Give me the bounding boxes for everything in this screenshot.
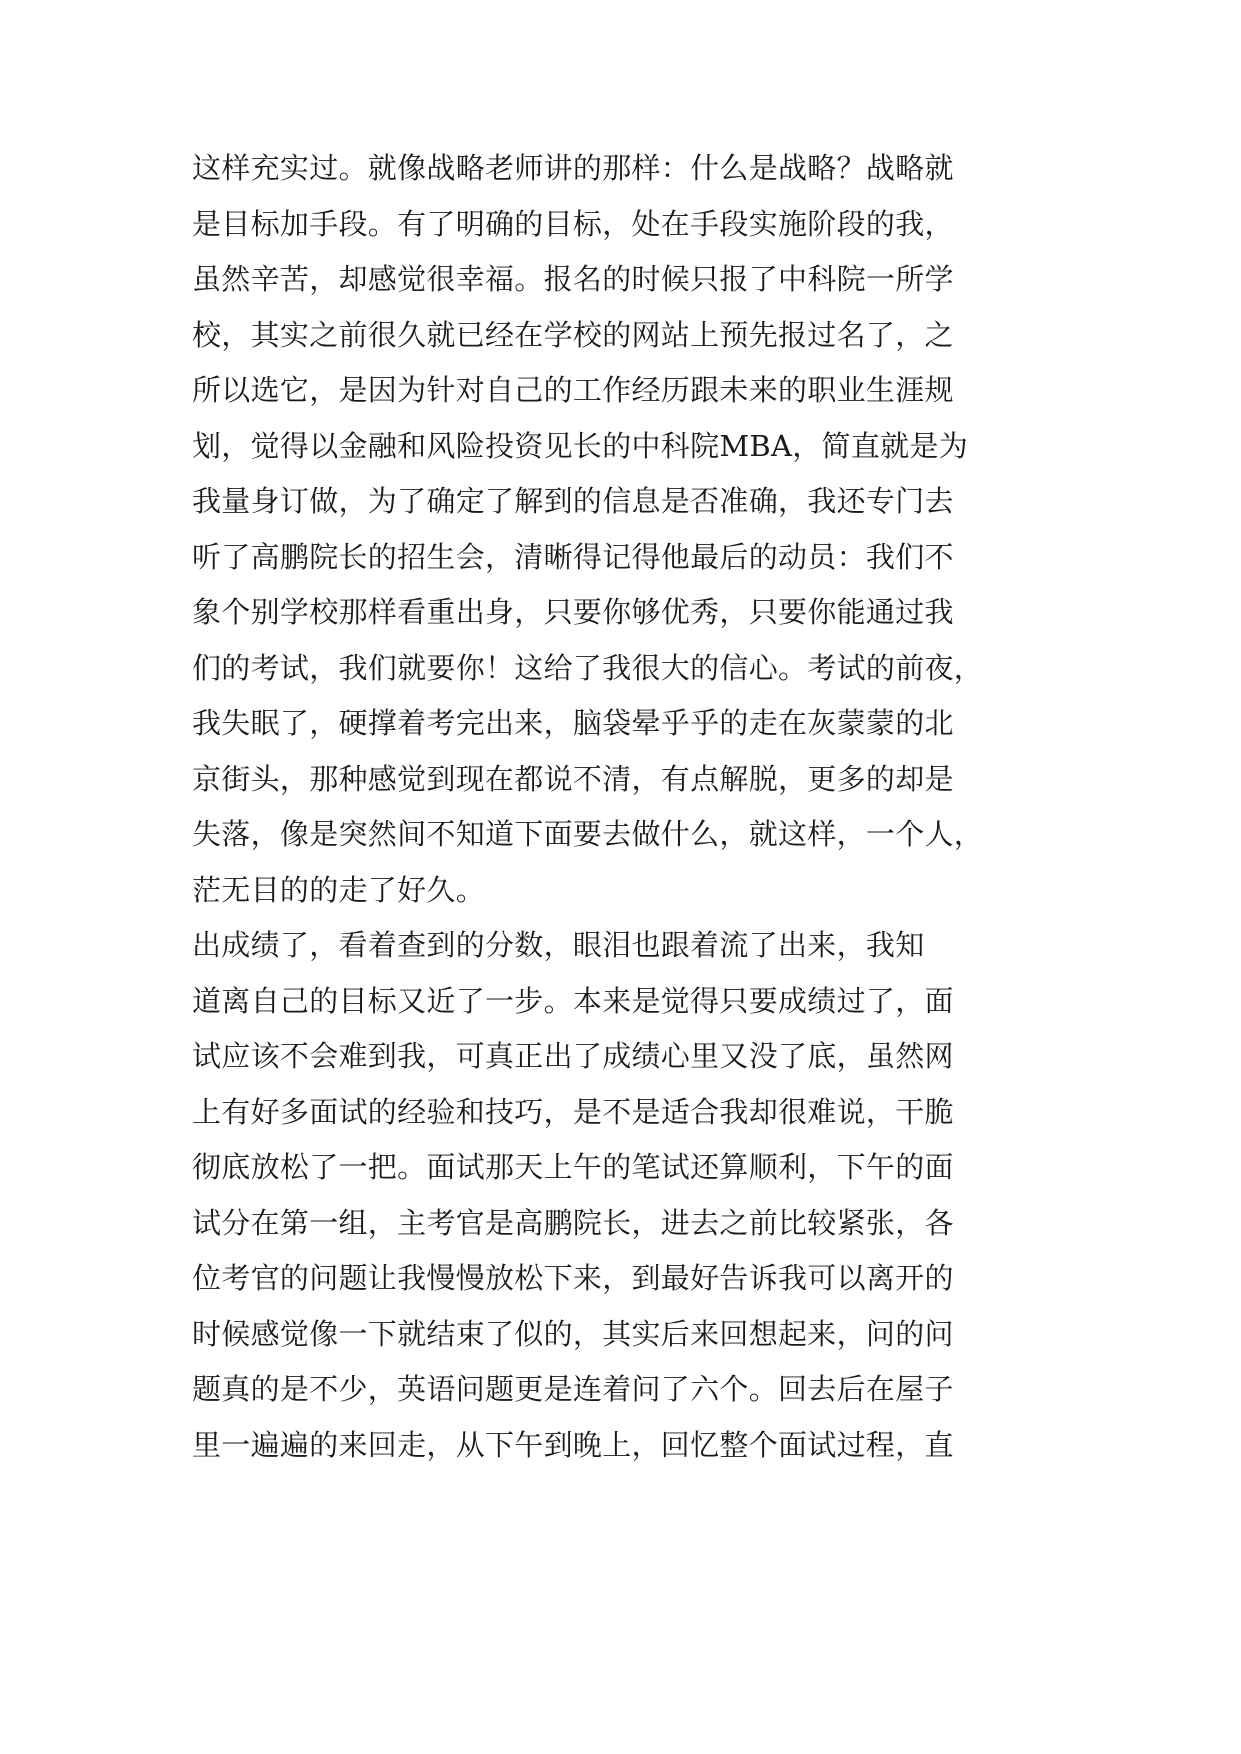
text-line: 校，其实之前很久就已经在学校的网站上预先报过名了，之 (192, 318, 954, 352)
text-line: 失落，像是突然间不知道下面要去做什么，就这样，一个人， (192, 817, 984, 851)
text-line: 位考官的问题让我慢慢放松下来，到最好告诉我可以离开的 (192, 1261, 954, 1295)
text-line: 里一遍遍的来回走，从下午到晚上，回忆整个面试过程，直 (192, 1428, 954, 1462)
text-line: 出成绩了，看着查到的分数，眼泪也跟着流了出来，我知 (192, 928, 925, 962)
text-line: 象个别学校那样看重出身，只要你够优秀，只要你能通过我 (192, 595, 954, 629)
text-line: 题真的是不少，英语问题更是连着问了六个。回去后在屋子 (192, 1372, 954, 1406)
text-line: 们的考试，我们就要你！这给了我很大的信心。考试的前夜， (192, 651, 984, 685)
text-line: 京街头，那种感觉到现在都说不清，有点解脱，更多的却是 (192, 762, 954, 796)
text-line: 试应该不会难到我，可真正出了成绩心里又没了底，虽然网 (192, 1039, 954, 1073)
text-line: 这样充实过。就像战略老师讲的那样：什么是战略？战略就 (192, 151, 954, 185)
text-line: 是目标加手段。有了明确的目标，处在手段实施阶段的我， (192, 207, 954, 241)
text-line: 听了高鹏院长的招生会，清晰得记得他最后的动员：我们不 (192, 540, 954, 574)
text-line: 彻底放松了一把。面试那天上午的笔试还算顺利，下午的面 (192, 1150, 954, 1184)
text-line: 试分在第一组，主考官是高鹏院长，进去之前比较紧张，各 (192, 1206, 954, 1240)
text-line: 时候感觉像一下就结束了似的，其实后来回想起来，问的问 (192, 1317, 954, 1351)
text-line: 我量身订做，为了确定了解到的信息是否准确，我还专门去 (192, 484, 954, 518)
text-line: 茫无目的的走了好久。 (192, 873, 486, 907)
text-line: 我失眠了，硬撑着考完出来，脑袋晕乎乎的走在灰蒙蒙的北 (192, 706, 954, 740)
text-line: 虽然辛苦，却感觉很幸福。报名的时候只报了中科院一所学 (192, 262, 954, 296)
text-line: 道离自己的目标又近了一步。本来是觉得只要成绩过了，面 (192, 984, 954, 1018)
text-line: 划，觉得以金融和风险投资见长的中科院MBA，简直就是为 (192, 429, 969, 463)
text-line: 上有好多面试的经验和技巧，是不是适合我却很难说，干脆 (192, 1095, 954, 1129)
text-line: 所以选它，是因为针对自己的工作经历跟未来的职业生涯规 (192, 373, 954, 407)
